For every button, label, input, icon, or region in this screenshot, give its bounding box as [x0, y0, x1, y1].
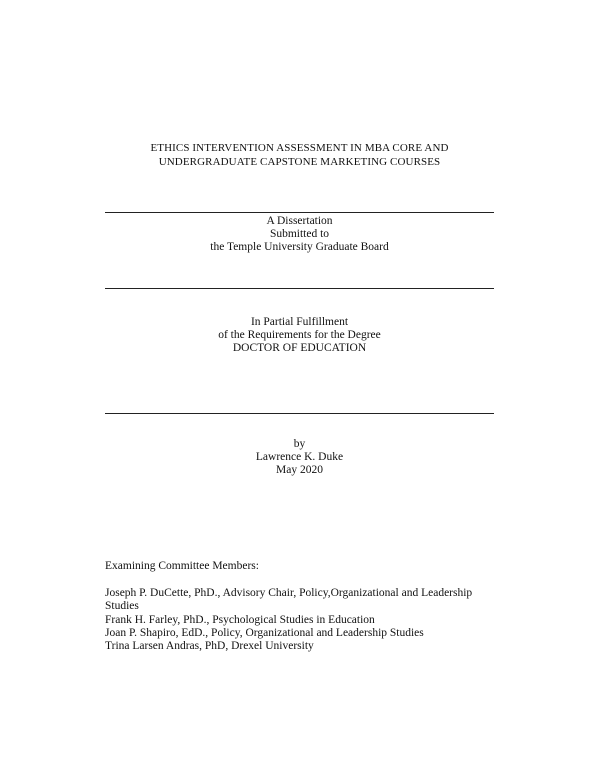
committee-member-3: Joan P. Shapiro, EdD., Policy, Organizational and Leadership Studies: [105, 627, 424, 639]
divider-rule-3: [105, 413, 494, 414]
divider-rule-1: [105, 212, 494, 213]
degree-fulfillment: [105, 316, 494, 355]
committee-member-2: Frank H. Farley, PhD., Psychological Studies in Education: [105, 614, 375, 626]
committee-heading: Examining Committee Members:: [105, 560, 259, 572]
submission-statement: [105, 215, 494, 254]
submission-line-2: Submitted to: [269, 228, 330, 240]
author-name: Lawrence K. Duke: [255, 451, 344, 463]
degree-name: DOCTOR OF EDUCATION: [232, 342, 367, 354]
committee-member-1: Joseph P. DuCette, PhD., Advisory Chair, Policy,Organizational and Leadership Studies: [105, 587, 473, 612]
title-line-1: ETHICS INTERVENTION ASSESSMENT IN MBA CORE AND: [150, 142, 449, 154]
title-line-2: UNDERGRADUATE CAPSTONE MARKETING COURSES: [158, 156, 441, 168]
submission-line-1: A Dissertation: [266, 215, 333, 227]
divider-rule-2: [105, 288, 494, 289]
dissertation-title: [105, 141, 494, 169]
author-by: by: [293, 438, 306, 450]
fulfillment-line-1: In Partial Fulfillment: [250, 316, 349, 328]
author-block: [105, 438, 494, 477]
fulfillment-line-2: of the Requirements for the Degree: [218, 329, 381, 341]
submission-date: May 2020: [276, 464, 323, 476]
committee-member-4: Trina Larsen Andras, PhD, Drexel University: [105, 640, 314, 652]
submission-line-3: the Temple University Graduate Board: [210, 241, 389, 253]
